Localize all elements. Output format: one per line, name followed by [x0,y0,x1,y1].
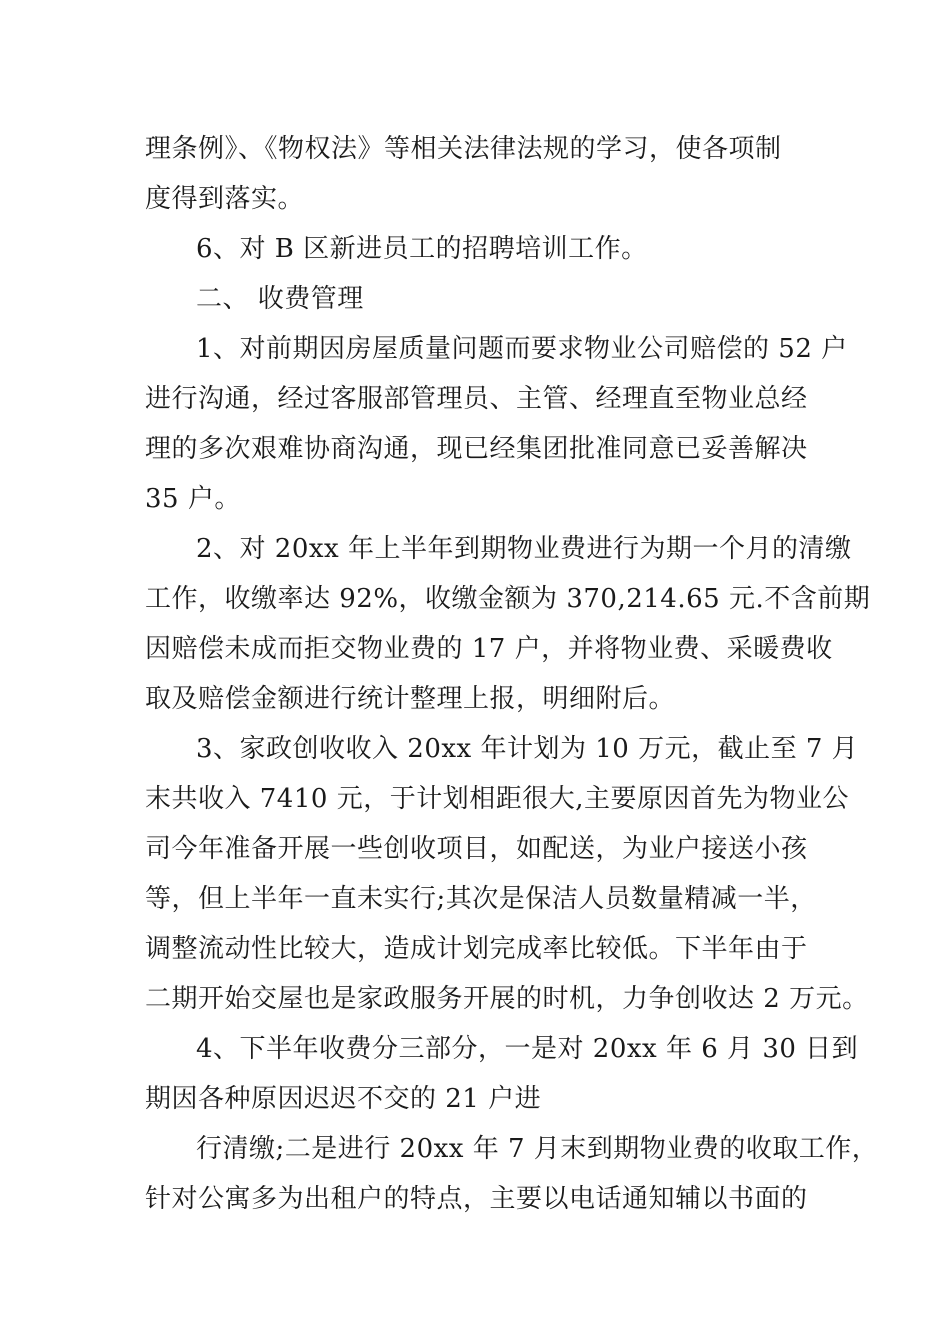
text-line: 期因各种原因迟迟不交的 21 户进 [145,1084,542,1114]
section-heading: 二、 收费管理 [196,284,364,314]
text-line: 调整流动性比较大，造成计划完成率比较低。下半年由于 [145,934,808,964]
text-line: 1、对前期因房屋质量问题而要求物业公司赔偿的 52 户 [196,334,848,364]
text-line: 度得到落实。 [145,184,305,214]
text-line: 理的多次艰难协商沟通，现已经集团批准同意已妥善解决 [145,434,808,464]
text-line: 理条例》、《物权法》等相关法律法规的学习，使各项制 [145,134,782,164]
text-line: 3、家政创收收入 20xx 年计划为 10 万元，截止至 7 月 [196,734,859,764]
text-line: 取及赔偿金额进行统计整理上报，明细附后。 [145,684,676,714]
text-line: 行清缴;二是进行 20xx 年 7 月末到期物业费的收取工作， [196,1134,879,1164]
text-line: 因赔偿未成而拒交物业费的 17 户，并将物业费、采暖费收 [145,634,833,664]
text-line: 4、下半年收费分三部分，一是对 20xx 年 6 月 30 日到 [196,1034,859,1064]
text-line: 二期开始交屋也是家政服务开展的时机，力争创收达 2 万元。 [145,984,869,1014]
text-line: 2、对 20xx 年上半年到期物业费进行为期一个月的清缴 [196,534,852,564]
text-line: 工作，收缴率达 92%，收缴金额为 370,214.65 元.不含前期 [145,584,871,614]
text-line: 6、对 B 区新进员工的招聘培训工作。 [196,234,648,264]
text-line: 进行沟通，经过客服部管理员、主管、经理直至物业总经 [145,384,808,414]
text-line: 末共收入 7410 元，于计划相距很大,主要原因首先为物业公 [145,784,849,814]
text-line: 司今年准备开展一些创收项目，如配送，为业户接送小孩 [145,834,808,864]
text-line: 等，但上半年一直未实行;其次是保洁人员数量精减一半， [145,884,817,914]
text-line: 35 户。 [145,484,241,514]
text-line: 针对公寓多为出租户的特点，主要以电话通知辅以书面的 [145,1184,808,1214]
